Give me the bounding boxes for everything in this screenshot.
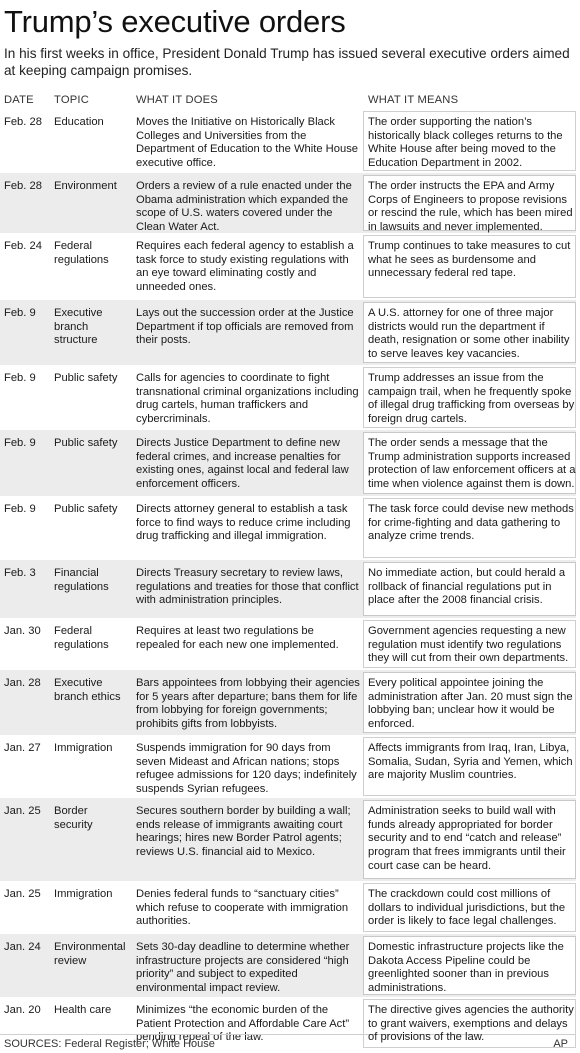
column-header-what-it-does: WHAT IT DOES	[136, 94, 218, 106]
table-row	[0, 173, 576, 233]
row-what-it-means: The order supporting the nation’s historically black colleges returns to the White House after being moved to the Education Department in 2002.	[368, 116, 563, 170]
row-topic: Federal regulations	[54, 625, 109, 651]
row-what-it-means: Trump addresses an issue from the campaign trail, when he frequently spoke of illegal drug trafficking from overseas by foreign drug cartels.	[368, 372, 575, 426]
table-row	[0, 430, 576, 496]
page-title: Trump’s executive orders	[4, 4, 346, 39]
row-what-it-does: Suspends immigration for 90 days from seven Mideast and African nations; stops refugee admissions for 120 days; indefinitely suspends Syrian refugees.	[136, 742, 357, 796]
row-what-it-means: Every political appointee joining the administration after Jan. 20 must sign the lobbying ban; unclear how it would be enforced.	[368, 677, 573, 731]
row-what-it-means: The task force could devise new methods for crime-fighting and data gathering to analyze crime trends.	[368, 503, 574, 543]
row-topic: Public safety	[54, 372, 118, 384]
table-row	[0, 109, 576, 173]
row-date: Feb. 9	[4, 503, 36, 515]
row-what-it-does: Directs attorney general to establish a task force to find ways to reduce crime including drug trafficking and illegal immigration.	[136, 503, 351, 543]
row-what-it-does: Sets 30-day deadline to determine whether infrastructure projects are considered “high priority” and subject to expedited environmental impact review.	[136, 941, 350, 995]
row-topic: Border security	[54, 805, 93, 831]
subtitle: In his first weeks in office, President Donald Trump has issued several executive orders aimed at keeping campaign promises.	[4, 46, 570, 78]
row-date: Feb. 9	[4, 437, 36, 449]
row-date: Jan. 27	[4, 742, 41, 754]
row-what-it-means: The crackdown could cost millions of dollars to individual jurisdictions, but the order is likely to face legal challenges.	[368, 888, 566, 928]
row-what-it-does: Requires at least two regulations be repealed for each new one implemented.	[136, 625, 339, 651]
table-row	[0, 618, 576, 670]
row-topic: Health care	[54, 1004, 112, 1016]
row-topic: Environment	[54, 180, 117, 192]
table-row	[0, 881, 576, 934]
row-what-it-means: No immediate action, but could herald a rollback of financial regulations put in place after the 2008 financial crisis.	[368, 567, 566, 607]
row-what-it-does: Directs Treasury secretary to review laws, regulations and treaties for those that conflict with administration principles.	[136, 567, 359, 607]
row-topic: Executive branch ethics	[54, 677, 121, 703]
row-what-it-does: Orders a review of a rule enacted under the Obama administration which expanded the scope of U.S. waters covered under the Clean Water Act.	[136, 180, 352, 234]
column-header-what-it-means: WHAT IT MEANS	[368, 94, 459, 106]
row-topic: Public safety	[54, 503, 118, 515]
credit: AP	[553, 1038, 568, 1050]
row-what-it-means: Domestic infrastructure projects like the Dakota Access Pipeline could be greenlighted sooner than in previous administrations.	[368, 941, 564, 995]
table-row	[0, 496, 576, 560]
row-topic: Federal regulations	[54, 240, 109, 266]
row-what-it-does: Lays out the succession order at the Justice Department if top officials are removed from their posts.	[136, 307, 354, 347]
table-row	[0, 735, 576, 798]
row-what-it-means: Government agencies requesting a new regulation must identify two regulations they will cut from their own departments.	[368, 625, 569, 665]
row-what-it-does: Requires each federal agency to establish a task force to study existing regulations with an eye toward eliminating costly and unneeded ones.	[136, 240, 354, 294]
column-header-date: DATE	[4, 94, 34, 106]
table-row	[0, 560, 576, 618]
row-what-it-does: Secures southern border by building a wall; ends release of immigrants awaiting court hearings; hires new Border Patrol agents; reviews U.S. financial aid to Mexico.	[136, 805, 351, 859]
row-date: Jan. 25	[4, 888, 41, 900]
row-topic: Education	[54, 116, 104, 128]
row-date: Jan. 28	[4, 677, 41, 689]
row-date: Feb. 28	[4, 116, 42, 128]
table-row	[0, 365, 576, 430]
row-what-it-means: A U.S. attorney for one of three major districts would run the department if death, resignation or some other inability to serve leaves key vacancies.	[368, 307, 570, 361]
row-topic: Financial regulations	[54, 567, 109, 593]
row-date: Jan. 30	[4, 625, 41, 637]
row-topic: Environmental review	[54, 941, 126, 967]
row-what-it-means: Affects immigrants from Iraq, Iran, Libya, Somalia, Sudan, Syria and Yemen, which are majority Muslim countries.	[368, 742, 573, 782]
table-row	[0, 300, 576, 365]
row-date: Feb. 3	[4, 567, 36, 579]
row-date: Feb. 24	[4, 240, 42, 252]
row-what-it-does: Bars appointees from lobbying their agencies for 5 years after departure; bans them for life from lobbying for foreign governments; prohibits gifts from lobbyists.	[136, 677, 360, 731]
table-row	[0, 233, 576, 300]
row-topic: Public safety	[54, 437, 118, 449]
row-what-it-means: Administration seeks to build wall with funds already appropriated for border security and to end “catch and release” program that frees immigrants until their court case can be heard.	[368, 805, 566, 872]
row-what-it-means: Trump continues to take measures to cut what he sees as burdensome and unnecessary federal red tape.	[368, 240, 571, 280]
table-row	[0, 670, 576, 735]
row-what-it-does: Calls for agencies to coordinate to fight transnational criminal organizations including drug cartels, human traffickers and cybercriminals.	[136, 372, 359, 426]
table-row	[0, 798, 576, 881]
sources-note: SOURCES: Federal Register; White House	[4, 1038, 215, 1050]
row-what-it-does: Moves the Initiative on Historically Black Colleges and Universities from the Department of Education to the White House executive office.	[136, 116, 359, 170]
row-date: Jan. 20	[4, 1004, 41, 1016]
row-topic: Immigration	[54, 742, 113, 754]
table-header	[0, 91, 576, 109]
row-what-it-means: The order sends a message that the Trump administration supports increased protection of law enforcement officers at a time when violence against them is down.	[368, 437, 576, 491]
row-date: Feb. 9	[4, 372, 36, 384]
row-what-it-means: The order instructs the EPA and Army Corps of Engineers to propose revisions or rescind the rule, which has been mired in lawsuits and never implemented.	[368, 180, 573, 234]
row-topic: Immigration	[54, 888, 113, 900]
row-what-it-does: Minimizes “the economic burden of the Patient Protection and Affordable Care Act” pending repeal of the law.	[136, 1004, 350, 1044]
row-topic: Executive branch structure	[54, 307, 103, 347]
row-date: Feb. 9	[4, 307, 36, 319]
row-what-it-does: Denies federal funds to “sanctuary cities” which refuse to cooperate with immigration authorities.	[136, 888, 349, 928]
row-date: Feb. 28	[4, 180, 42, 192]
table-row	[0, 934, 576, 997]
row-what-it-does: Directs Justice Department to define new federal crimes, and increase penalties for existing ones, against local and federal law enforcement officers.	[136, 437, 349, 491]
row-date: Jan. 25	[4, 805, 41, 817]
row-date: Jan. 24	[4, 941, 41, 953]
row-what-it-means: The directive gives agencies the authority to grant waivers, exemptions and delays of provisions of the law.	[368, 1004, 574, 1044]
column-header-topic: TOPIC	[54, 94, 89, 106]
